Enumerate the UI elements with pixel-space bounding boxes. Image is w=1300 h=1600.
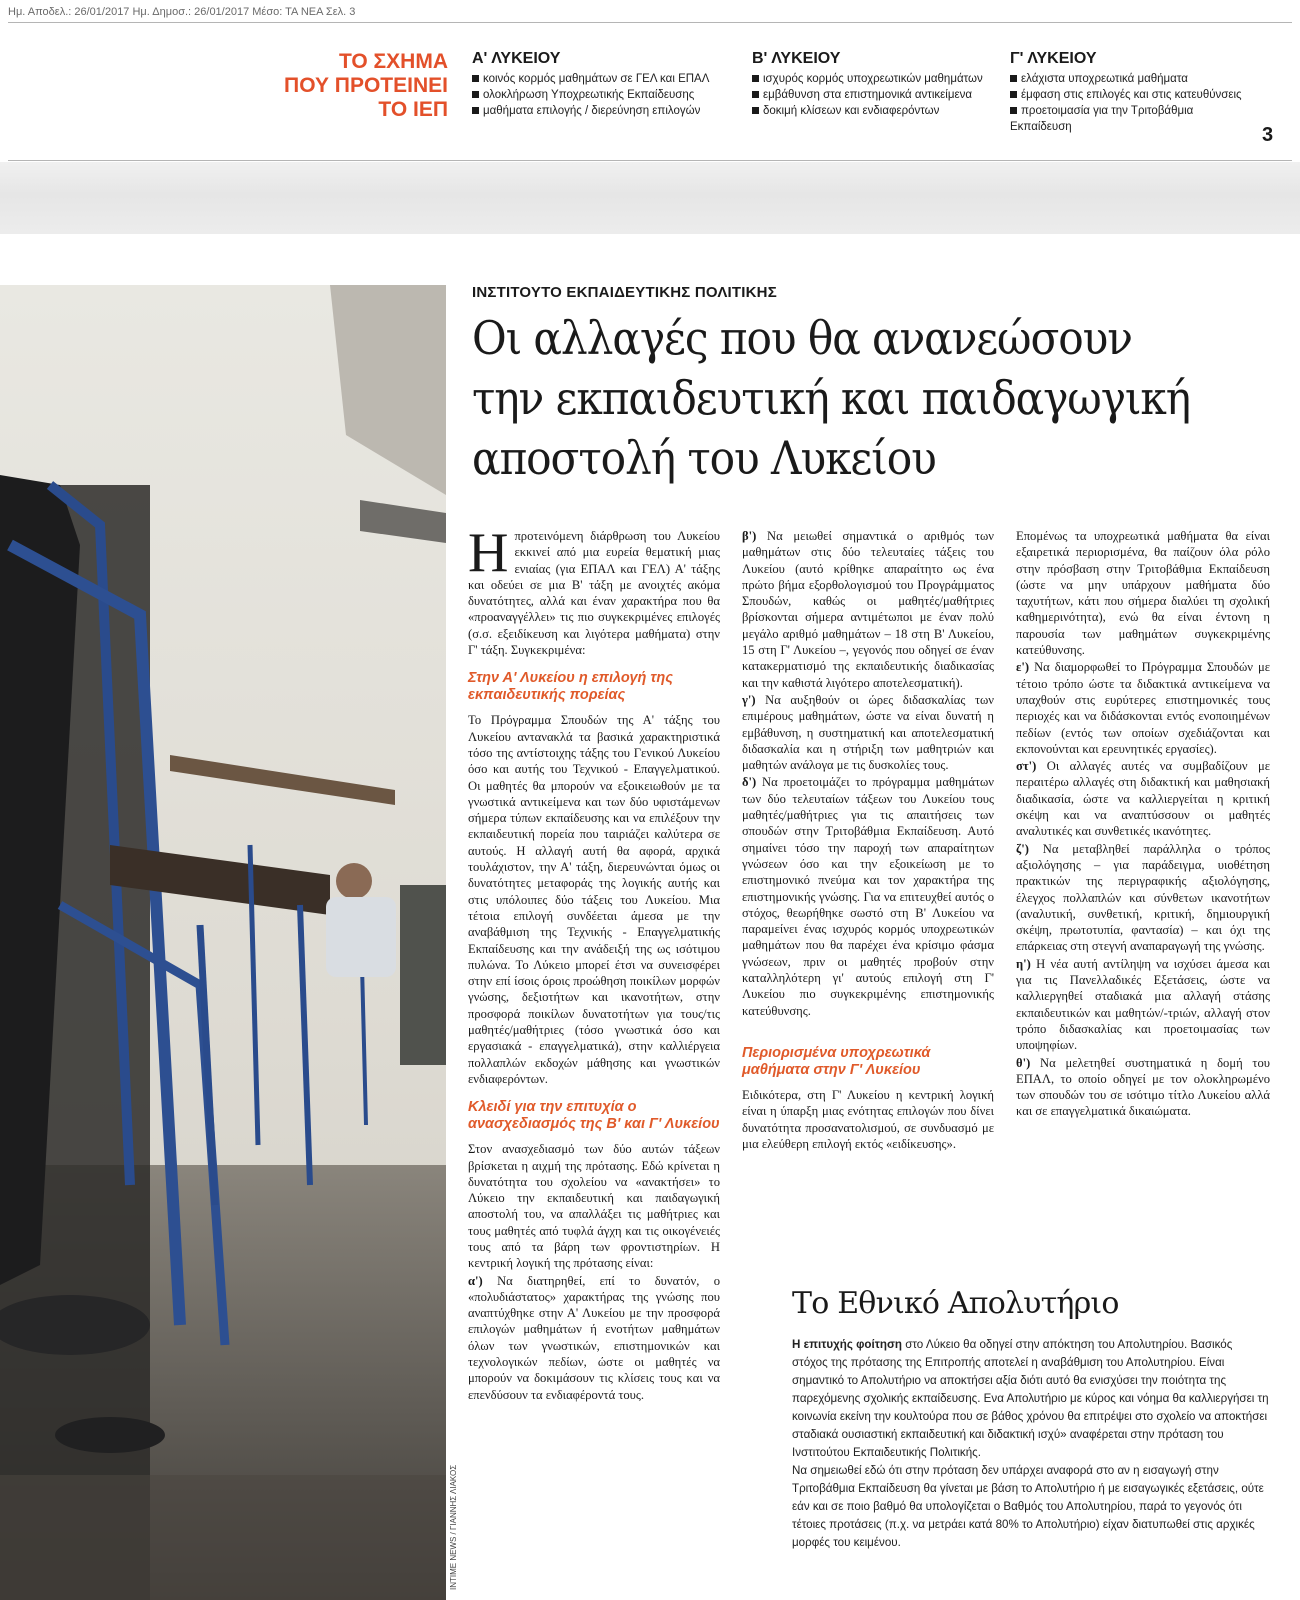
scheme-column-b — [752, 50, 988, 119]
scheme-item — [472, 103, 730, 119]
scheme-item-text: κοινός κορμός μαθημάτων σε ΓΕΛ και ΕΠΑΛ — [483, 73, 710, 85]
bullet-square-icon — [752, 91, 759, 98]
scheme-item — [752, 103, 988, 119]
item-text: Να μειωθεί σημαντικά ο αριθμός των μαθημάτων στις δύο τελευταίες τάξεις του Λυκείου (αυτό κρίθηκε απαραίτητο ως ένα πρώτο βήμα εξορθολογισμού του Προγράμματος Σπουδών, καθώς οι μαθητές/μαθήτριες βρίσκονται σήμερα αντιμέτωποι με έναν πολύ μεγάλο αριθμό μαθημάτων – 18 στη Β' Λυκείου, 15 στη Γ' Λυκείου –, γεγονός που οδηγεί σε έναν κατακερματισμό της εκπαιδευτικής διαδικασίας και την καθιστά λιγότερο αποτελεσματική). — [742, 529, 994, 690]
scheme-item-text: ισχυρός κορμός υποχρεωτικών μαθημάτων — [763, 73, 983, 85]
clipping-meta-line: Ημ. Αποδελ.: 26/01/2017 Ημ. Δημοσ.: 26/01/2017 Μέσο: ΤΑ ΝΕΑ Σελ. 3 — [8, 6, 356, 18]
top-rule — [8, 22, 1292, 23]
item-label: β') — [742, 529, 757, 543]
subheading: Περιορισμένα υποχρεωτικά μαθήματα στην Γ' Λυκείου — [742, 1044, 931, 1078]
headline-line: την εκπαιδευτική και παιδαγωγική — [472, 371, 1190, 425]
item-label: η') — [1016, 956, 1031, 971]
scheme-column-heading: Α' ΛΥΚΕΙΟΥ — [472, 50, 561, 67]
box-text-1: στο Λύκειο θα οδηγεί στην απόκτηση του Απολυτηρίου. Βασικός στόχος της πρότασης της Επιτροπής αποτελεί η αναβάθμιση του Απολυτηρίου. Είναι σημαντικό το Απολυτήριο να αποκτήσει αξία διότι αυτό θα ενισχύσει την ποιότητα της παρεχόμενης σχολικής εκπαίδευσης. Ενα Απολυτήριο με κύρος και νόημα θα καλλιεργήσει τη κοινωνία εκείνη την κουλτούρα που σε βάθος χρόνου θα επιτρέψει στο σχολείο να αποκτήσει σταδιακά ουσιαστική εκπαιδευτική και διδακτική ισχύ» αναφέρεται στην πρόταση του Ινστιτούτου Εκπαιδευτικής Πολιτικής. — [792, 1338, 1269, 1459]
body-paragraph — [742, 528, 994, 691]
item-label: γ') — [742, 692, 756, 707]
item-text: Να μελετηθεί συστηματικά η δομή του ΕΠΑΛ, το οποίο οδηγεί με τον ολοκληρωμένο των σπουδών του σε ισότιμο τίτλο Λυκείου αλλά και σε επαγγελματικά δικαιώματα. — [1016, 1055, 1270, 1119]
article-column-1 — [468, 522, 720, 1404]
item-text: Οι αλλαγές αυτές να συμβαδίζουν με περαιτέρω αλλαγές στη διδακτική και μαθησιακή διαδικασία, ώστε να καλλιεργείται η κριτική σκέψη και να αναπτύσσουν οι μαθητές αναλυτικές και συνθετικές ικανότητες. — [1016, 759, 1270, 839]
item-text: Να διατηρηθεί, επί το δυνατόν, ο «πολυδιάστατος» χαρακτήρας της γνώσης που αναπτύχθηκε στην Α' Λυκείου με την προσφορά επιλογών μαθημάτων ή ενοτήτων μαθημάτων όλων των γνωστικών, επιστημονικών και τεχνολογικών πεδίων, ώστε οι μαθητές να μπορούν να δοκιμάσουν τις κλίσεις τους και να επενδύσουν τα ενδιαφέροντά τους. — [468, 1273, 720, 1402]
box-paragraph — [792, 1336, 1270, 1462]
body-paragraph — [1016, 659, 1270, 757]
scheme-item-text: δοκιμή κλίσεων και ενδιαφερόντων — [763, 105, 940, 117]
body-paragraph: Το Πρόγραμμα Σπουδών της Α' τάξης του Λυκείου αντανακλά τα βασικά χαρακτηριστικά τόσο της αντίστοιχης τάξης του Γενικού Λυκείου όσο και αυτής του Τεχνικού - Επαγγελματικού. Οι μαθητές θα μπορούν να εξοικειωθούν με τα γνωστικά αντικείμενα και των δύο υφιστάμενων σήμερα τύπων εκπαίδευσης και να επιλέξουν την εκπαιδευτική πορεία που ταιριάζει καλύτερα σε αυτούς. Η αλλαγή αυτή θα αφορά, αρχικά τουλάχιστον, την Α' τάξη, διερευνώνται όμως οι δυνατότητες μεταφοράς της λογικής αυτής και στις υπόλοιπες δύο τάξεις του Λυκείου. Μια τέτοια επιλογή συνδέεται άμεσα με την αναβάθμιση της Τεχνικής - Επαγγελματικής Εκπαίδευσης και την ανάδειξή της ως ισότιμου πυλώνα. Το Λύκειο μπορεί έτσι να συνεισφέρει στην επί ίσοις όροις προώθηση ποικίλων μορφών γνώσης, δεξιοτήτων και ικανοτήτων, στην προσφορά ποικίλων δυνατοτήτων για τους/τις μαθητές/μαθήτριες (τόσο γνωστικά όσο και εργασιακά - επαγγελματικά), στην καλλιέργεια πολλαπλών εκδοχών μάθησης και γνωστικών ενδιαφερόντων. — [468, 713, 720, 1086]
scheme-list — [472, 71, 730, 119]
scheme-title — [190, 50, 448, 122]
item-text: Η νέα αυτή αντίληψη να ισχύσει άμεσα και για τις Πανελλαδικές Εξετάσεις, ώστε να καλλιεργηθεί σταδιακά μια αλλαγή στάσης εκπαιδευτικών και μαθητών/-τριών, αλλαγή στον τρόπο διδασκαλίας και προετοιμασίας των υποψηφίων. — [1016, 956, 1270, 1053]
scheme-item-text: προετοιμασία για την Τριτοβάθμια Εκπαίδευση — [1010, 105, 1194, 133]
box-title: Το Εθνικό Απολυτήριο — [792, 1286, 1119, 1321]
bullet-square-icon — [472, 107, 479, 114]
body-paragraph: Στον ανασχεδιασμό των δύο αυτών τάξεων βρίσκεται η αιχμή της πρότασης. Εδώ κρίνεται η δυνατότητα του σχολείου να «ανακτήσει» το Λύκειο την εκπαιδευτική και παιδαγωγική αποστολή του, να απαλλάξει τις μαθήτριες και τους μαθητές από τυφλά άγχη και τις οικογένειές τους από τα βάρη των φροντιστηρίων. Η κεντρική λογική της πρότασης είναι: — [468, 1142, 720, 1271]
body-paragraph — [1016, 956, 1270, 1054]
scheme-column-a — [472, 50, 730, 119]
scheme-list — [1010, 71, 1244, 135]
body-paragraph: Επομένως τα υποχρεωτικά μαθήματα θα είναι εξαιρετικά περιορισμένα, θα παίζουν όλα ρόλο στην πρόσβαση στην Τριτοβάθμια Εκπαίδευση (ώστε να μην υπάρχουν μαθήματα δύο ταχυτήτων, κάτι που σήμερα διαλύει τη σχολική καθημερινότητα), ενώ θα είναι έντονη η παρουσία των μαθημάτων συγκεκριμένης κατεύθυνσης. — [1016, 529, 1270, 658]
scheme-item — [472, 71, 730, 87]
bullet-square-icon — [1010, 75, 1017, 82]
scheme-title-line: ΠΟΥ ΠΡΟΤΕΙΝΕΙ — [284, 74, 448, 97]
article-kicker: ΙΝΣΤΙΤΟΥΤΟ ΕΚΠΑΙΔΕΥΤΙΚΗΣ ΠΟΛΙΤΙΚΗΣ — [472, 284, 777, 301]
body-paragraph — [468, 1273, 720, 1403]
drop-cap: Η — [468, 522, 509, 584]
subheading: Στην Α' Λυκείου η επιλογή της εκπαιδευτικής πορείας — [468, 670, 673, 704]
scheme-column-c — [1010, 50, 1244, 135]
photo-credit: INTIME NEWS / ΓΙΑΝΝΗΣ ΛΙΑΚΟΣ — [449, 1464, 458, 1590]
page-number: 3 — [1262, 124, 1274, 146]
gray-band — [0, 162, 1300, 234]
headline-line: Οι αλλαγές που θα ανανεώσουν — [472, 311, 1132, 365]
article-column-2 — [742, 528, 994, 1153]
scheme-item-text: μαθήματα επιλογής / διερεύνηση επιλογών — [483, 105, 701, 117]
box-lead: Η επιτυχής φοίτηση — [792, 1338, 902, 1351]
intro-text: προτεινόμενη διάρθρωση του Λυκείου εκκινεί από μια ευρεία θεματική μιας ενιαίας (για ΕΠΑΛ και ΓΕΛ) Α' τάξης και οδεύει σε μια Β' τάξη με ανοιχτές ακόμα δυνατότητες, αλλά και έναν χαρακτήρα που θα «προαναγγέλλει» τις πιο συγκεκριμένες επιλογές (σ.σ. εξειδίκευση και λιγότερα μαθήματα) στην Γ' τάξη. Συγκεκριμένα: — [468, 529, 720, 658]
scheme-item — [752, 87, 988, 103]
headline-line: αποστολή του Λυκείου — [472, 431, 936, 485]
scheme-column-heading: Γ' ΛΥΚΕΙΟΥ — [1010, 50, 1097, 67]
bullet-square-icon — [472, 75, 479, 82]
scheme-item — [752, 71, 988, 87]
box-text — [792, 1336, 1270, 1552]
bullet-square-icon — [472, 91, 479, 98]
item-text: Να μεταβληθεί παράλληλα ο τρόπος αξιολόγησης – για παράδειγμα, υιοθέτηση πρακτικών της περιγραφικής αξιολόγησης, έλεγχος πολλαπλών και σύνθετων ικανοτήτων (αναλυτική, συνθετική, κριτική, δημιουργική σκέψη, πρωτοτυπία, φαντασία) – και όχι της επάρκειας στη στεγνή αναπαραγωγή της γνώσης. — [1016, 841, 1270, 954]
intro-paragraph — [468, 522, 720, 658]
article-column-3 — [1016, 528, 1270, 1121]
item-label: στ') — [1016, 759, 1037, 774]
body-paragraph — [742, 692, 994, 773]
body-paragraph — [1016, 758, 1270, 839]
scheme-item-text: ελάχιστα υποχρεωτικά μαθήματα — [1021, 73, 1188, 85]
classroom-photo-illustration — [0, 285, 446, 1600]
bullet-square-icon — [752, 75, 759, 82]
header-rule — [8, 160, 1292, 161]
scheme-item — [472, 87, 730, 103]
item-label: ζ') — [1016, 841, 1029, 856]
body-paragraph — [742, 774, 994, 1018]
body-paragraph: Ειδικότερα, στη Γ' Λυκείου η κεντρική λογική είναι η ύπαρξη μιας ενότητας επιλογών που δίνει δυνατότητα προσανατολισμού, σε συνδυασμό με μια ελεύθερη επιλογή εκτός «ειδίκευσης». — [742, 1087, 994, 1151]
scheme-list — [752, 71, 988, 119]
scheme-item — [1010, 87, 1244, 103]
bullet-square-icon — [1010, 91, 1017, 98]
item-label: ε') — [1016, 660, 1030, 675]
item-text: Να διαμορφωθεί το Πρόγραμμα Σπουδών με τέτοιο τρόπο ώστε τα διδακτικά αντικείμενα να υπαχθούν στις ευρύτερες επιστημονικές τους περιοχές και να διδάσκονται εντός ενοποιημένων πεδίων (εντός των οποίων σχεδιάζονται και εκπονούνται και ερευνητικές εργασίες). — [1016, 660, 1271, 756]
bullet-square-icon — [1010, 107, 1017, 114]
body-paragraph — [1016, 841, 1270, 955]
scheme-item-text: έμφαση στις επιλογές και στις κατευθύνσεις — [1021, 89, 1242, 101]
scheme-column-heading: Β' ΛΥΚΕΙΟΥ — [752, 50, 841, 67]
item-label: θ') — [1016, 1055, 1031, 1070]
box-paragraph: Να σημειωθεί εδώ ότι στην πρόταση δεν υπάρχει αναφορά στο αν η εισαγωγή στην Τριτοβάθμια Εκπαίδευση θα γίνεται με βάση το Απολυτήριο ή με εισαγωγικές εξετάσεις, ούτε εάν και σε ποιο βαθμό θα υπολογίζεται ο Βαθμός του Απολυτηρίου, παρά το γεγονός ότι τέτοιες προτάσεις (π.χ. να μετράει κατά 80% το Απολυτήριο) είχαν διατυπωθεί στις αρχικές μορφές του κειμένου. — [792, 1464, 1264, 1549]
classroom-photo — [0, 285, 446, 1600]
body-paragraph — [1016, 1055, 1270, 1120]
scheme-item — [1010, 103, 1244, 135]
item-label: α') — [468, 1273, 483, 1288]
scheme-item — [1010, 71, 1244, 87]
scheme-title-line: ΤΟ ΣΧΗΜΑ — [338, 50, 448, 73]
article-headline — [472, 308, 1217, 488]
item-label: δ') — [742, 775, 757, 790]
scheme-item-text: εμβάθυνση στα επιστημονικά αντικείμενα — [763, 89, 972, 101]
item-text: Να προετοιμάζει το πρόγραμμα μαθημάτων των δύο τελευταίων τάξεων του Λυκείου τους μαθητές/μαθήτριες για τις απαιτήσεις των σπουδών στην Τριτοβάθμια Εκπαίδευση. Αυτό σημαίνει τόσο την παροχή των απαραίτητων γνώσεων όσο και την εξοικείωση με το επιστημονικό πνεύμα και τον χαρακτήρα της επιστημονικής γνώσης. Για να επιτευχθεί αυτός ο στόχος, θεωρήθηκε σωστό στη Β' Λυκείου να παραμείνει ένας ισχυρός κορμός υποχρεωτικών μαθημάτων που θα παρέχει ένα κρίσιμο φάσμα γνώσεων, πριν οι μαθητές προβούν στην καταλληλότερη γι' αυτούς επιλογή στη Γ' Λυκείου πιο συγκεκριμένης επιστημονικής κατεύθυνσης. — [742, 775, 994, 1018]
scheme-item-text: ολοκλήρωση Υποχρεωτικής Εκπαίδευσης — [483, 89, 695, 101]
bullet-square-icon — [752, 107, 759, 114]
subheading: Κλειδί για την επιτυχία ο ανασχεδιασμός της Β' και Γ' Λυκείου — [468, 1099, 720, 1133]
item-text: Να αυξηθούν οι ώρες διδασκαλίας των επιμέρους μαθημάτων, ώστε να είναι δυνατή η εμβάθυνση, η συστηματική και αποτελεσματική διδασκαλία και η στήριξη των μαθητριών και μαθητών ανάλογα με τις δυσκολίες τους. — [742, 692, 994, 773]
scheme-title-line: ΤΟ ΙΕΠ — [378, 98, 448, 121]
